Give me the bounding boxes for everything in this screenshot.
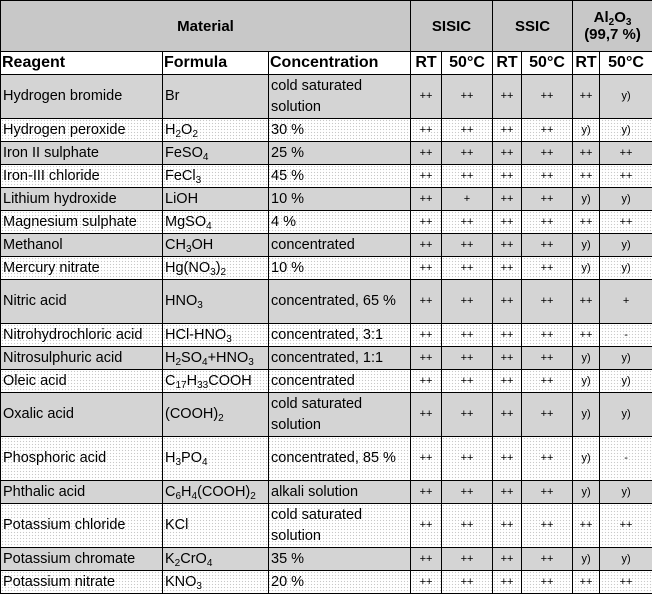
rating-cell: ++ [442,165,493,188]
rating-cell: ++ [493,165,522,188]
concentration-column-header: Concentration [269,52,411,75]
reagent-cell: Oxalic acid [1,393,163,437]
rating-cell: ++ [442,504,493,548]
concentration-cell: alkali solution [269,481,411,504]
table-row [1,437,652,481]
concentration-cell: 4 % [269,211,411,234]
rating-cell: ++ [411,437,442,481]
rating-cell: ++ [522,370,573,393]
reagent-cell: Phthalic acid [1,481,163,504]
rating-cell: ++ [522,257,573,280]
rating-cell: ++ [573,504,600,548]
al2o3-50c-header: 50°C [600,52,652,75]
concentration-cell: 30 % [269,119,411,142]
rating-cell: y) [573,119,600,142]
rating-cell: ++ [522,165,573,188]
rating-cell: ++ [522,75,573,119]
reagent-cell: Mercury nitrate [1,257,163,280]
rating-cell: ++ [442,481,493,504]
rating-cell: y) [573,188,600,211]
rating-cell: ++ [442,548,493,571]
rating-cell: y) [600,257,652,280]
rating-cell: ++ [493,188,522,211]
reagent-cell: Potassium chromate [1,548,163,571]
rating-cell: y) [573,234,600,257]
reagent-cell: Methanol [1,234,163,257]
table-body [1,75,652,594]
rating-cell: ++ [411,75,442,119]
rating-cell: ++ [493,571,522,594]
ssic-50c-header: 50°C [522,52,573,75]
rating-cell: - [600,437,652,481]
rating-cell: ++ [411,393,442,437]
rating-cell: y) [600,370,652,393]
rating-cell: ++ [411,370,442,393]
rating-cell: ++ [522,324,573,347]
rating-cell: y) [573,370,600,393]
rating-cell: ++ [411,548,442,571]
rating-cell: ++ [411,188,442,211]
rating-cell: ++ [493,75,522,119]
rating-cell: ++ [522,437,573,481]
rating-cell: ++ [442,119,493,142]
concentration-cell: concentrated, 85 % [269,437,411,481]
reagent-cell: Oleic acid [1,370,163,393]
table-row [1,347,652,370]
rating-cell: ++ [442,324,493,347]
formula-cell: FeCl$_3$ [163,165,269,188]
rating-cell: ++ [573,211,600,234]
rating-cell: y) [573,481,600,504]
concentration-cell: 20 % [269,571,411,594]
reagent-cell: Potassium nitrate [1,571,163,594]
rating-cell: ++ [442,257,493,280]
rating-cell: ++ [493,211,522,234]
rating-cell: ++ [573,75,600,119]
rating-cell: y) [600,347,652,370]
formula-cell: $H_2SO_4+HNO_3$ [163,347,269,370]
reagent-cell: Hydrogen peroxide [1,119,163,142]
rating-cell: ++ [442,280,493,324]
reagent-cell: Hydrogen bromide [1,75,163,119]
rating-cell: ++ [493,142,522,165]
rating-cell: ++ [600,142,652,165]
concentration-cell: cold saturated solution [269,393,411,437]
al2o3-header [573,1,652,52]
formula-cell: $CH_3OH$ [163,234,269,257]
al2o3-purity: (99,7 %) [584,26,641,43]
rating-cell: ++ [442,234,493,257]
formula-cell: LiOH [163,188,269,211]
column-header-row [1,52,652,75]
rating-cell: + [442,188,493,211]
rating-cell: ++ [411,119,442,142]
formula-cell: $(COOH)_2$ [163,393,269,437]
rating-cell: ++ [600,504,652,548]
rating-cell: y) [573,347,600,370]
rating-cell: ++ [600,211,652,234]
rating-cell: ++ [522,119,573,142]
rating-cell: ++ [411,211,442,234]
concentration-cell: 35 % [269,548,411,571]
material-header-row [1,1,652,52]
table-row [1,324,652,347]
concentration-cell: cold saturated solution [269,504,411,548]
sisic-rt-header: RT [411,52,442,75]
rating-cell: y) [600,75,652,119]
rating-cell: ++ [411,571,442,594]
rating-cell: ++ [522,188,573,211]
concentration-cell: 45 % [269,165,411,188]
rating-cell: ++ [411,347,442,370]
formula-cell: $K_2CrO_4$ [163,548,269,571]
table-row [1,211,652,234]
table-row [1,165,652,188]
table-row [1,280,652,324]
table-row [1,548,652,571]
rating-cell: ++ [522,142,573,165]
reagent-cell: Nitric acid [1,280,163,324]
rating-cell: y) [573,393,600,437]
formula-cell: $C_6H_4(COOH)_2$ [163,481,269,504]
concentration-cell: concentrated, 1:1 [269,347,411,370]
formula-cell: HCl-$HNO_3$ [163,324,269,347]
rating-cell: ++ [493,370,522,393]
rating-cell: ++ [442,571,493,594]
table-row [1,393,652,437]
rating-cell: ++ [493,257,522,280]
rating-cell: y) [600,234,652,257]
rating-cell: ++ [573,165,600,188]
rating-cell: ++ [493,119,522,142]
rating-cell: ++ [522,548,573,571]
concentration-cell: concentrated [269,234,411,257]
rating-cell: ++ [442,370,493,393]
rating-cell: ++ [573,280,600,324]
reagent-cell: Nitrosulphuric acid [1,347,163,370]
concentration-cell: concentrated [269,370,411,393]
formula-cell: KCl [163,504,269,548]
table-row [1,75,652,119]
rating-cell: ++ [411,234,442,257]
rating-cell: ++ [411,165,442,188]
formula-cell: FeSO$_4$ [163,142,269,165]
table-row [1,234,652,257]
table-row [1,188,652,211]
rating-cell: ++ [493,280,522,324]
reagent-cell: Iron-III chloride [1,165,163,188]
sisic-header: SISIC [411,1,493,52]
formula-cell: $KNO_3$ [163,571,269,594]
rating-cell: ++ [411,257,442,280]
rating-cell: ++ [493,481,522,504]
rating-cell: ++ [411,280,442,324]
formula-cell: MgSO$_4$ [163,211,269,234]
rating-cell: ++ [522,481,573,504]
table-row [1,370,652,393]
rating-cell: ++ [442,437,493,481]
table-row [1,257,652,280]
formula-cell: Br [163,75,269,119]
rating-cell: ++ [411,142,442,165]
rating-cell: ++ [442,347,493,370]
table-row [1,142,652,165]
concentration-cell: 10 % [269,257,411,280]
rating-cell: ++ [411,504,442,548]
rating-cell: y) [600,481,652,504]
rating-cell: ++ [600,571,652,594]
rating-cell: ++ [411,481,442,504]
formula-cell: $C_{17}H_{33}COOH$ [163,370,269,393]
rating-cell: ++ [442,75,493,119]
rating-cell: ++ [522,504,573,548]
reagent-cell: Potassium chloride [1,504,163,548]
rating-cell: ++ [522,211,573,234]
formula-cell: $H_2O_2$ [163,119,269,142]
rating-cell: ++ [493,324,522,347]
rating-cell: ++ [493,347,522,370]
rating-cell: y) [600,119,652,142]
reagent-cell: Magnesium sulphate [1,211,163,234]
rating-cell: y) [573,437,600,481]
concentration-cell: 25 % [269,142,411,165]
rating-cell: ++ [522,347,573,370]
reagent-cell: Iron II sulphate [1,142,163,165]
formula-column-header: Formula [163,52,269,75]
ssic-header: SSIC [493,1,573,52]
rating-cell: ++ [573,571,600,594]
rating-cell: ++ [573,142,600,165]
rating-cell: ++ [493,234,522,257]
table-row [1,504,652,548]
concentration-cell: concentrated, 3:1 [269,324,411,347]
rating-cell: y) [600,188,652,211]
material-header: Material [1,1,411,52]
rating-cell: ++ [493,437,522,481]
rating-cell: ++ [442,393,493,437]
rating-cell: ++ [522,280,573,324]
concentration-cell: concentrated, 65 % [269,280,411,324]
rating-cell: y) [600,548,652,571]
concentration-cell: cold saturated solution [269,75,411,119]
formula-cell: $HNO_3$ [163,280,269,324]
rating-cell: + [600,280,652,324]
rating-cell: ++ [522,393,573,437]
rating-cell: ++ [600,165,652,188]
rating-cell: ++ [442,211,493,234]
reagent-cell: Nitrohydrochloric acid [1,324,163,347]
rating-cell: ++ [522,571,573,594]
rating-cell: y) [600,393,652,437]
formula-cell: $Hg(NO_3)_2$ [163,257,269,280]
reagent-column-header: Reagent [1,52,163,75]
rating-cell: ++ [442,142,493,165]
al2o3-formula: $Al_2O_3$ [593,9,632,28]
table-row [1,481,652,504]
rating-cell: ++ [573,324,600,347]
rating-cell: - [600,324,652,347]
reagent-cell: Lithium hydroxide [1,188,163,211]
rating-cell: ++ [411,324,442,347]
sisic-50c-header: 50°C [442,52,493,75]
table-row [1,571,652,594]
al2o3-rt-header: RT [573,52,600,75]
rating-cell: ++ [493,504,522,548]
reagent-cell: Phosphoric acid [1,437,163,481]
rating-cell: y) [573,257,600,280]
rating-cell: ++ [493,393,522,437]
formula-cell: $H_3PO_4$ [163,437,269,481]
ssic-rt-header: RT [493,52,522,75]
table-row [1,119,652,142]
concentration-cell: 10 % [269,188,411,211]
rating-cell: ++ [493,548,522,571]
rating-cell: y) [573,548,600,571]
rating-cell: ++ [522,234,573,257]
